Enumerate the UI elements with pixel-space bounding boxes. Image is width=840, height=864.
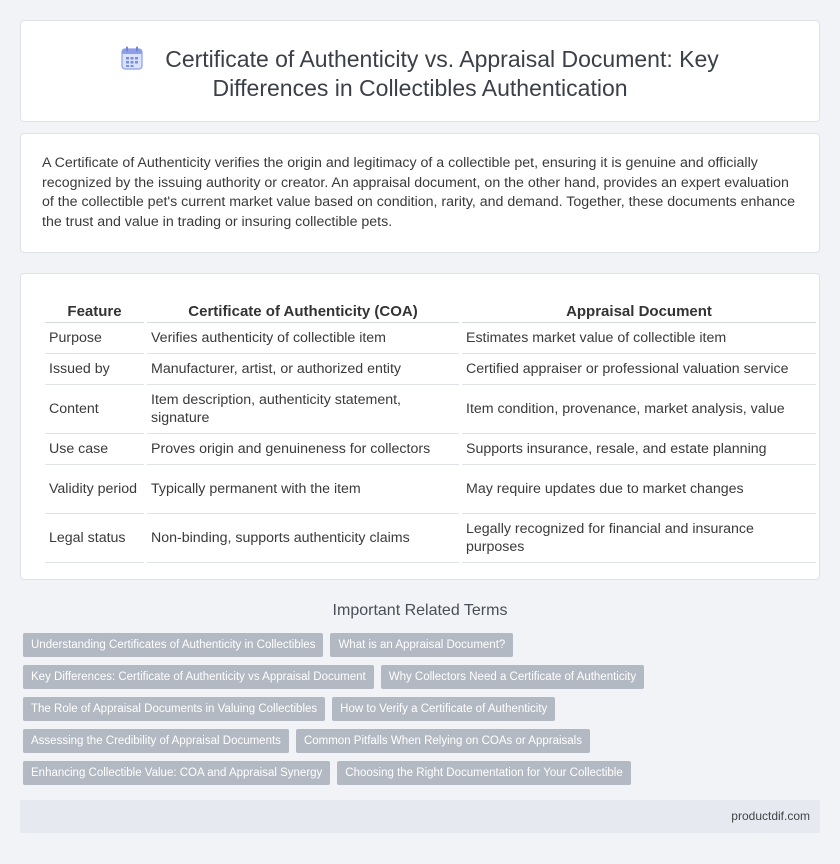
related-tag-link[interactable]: Key Differences: Certificate of Authenticity vs Appraisal Document (23, 665, 374, 689)
cell-feature: Validity period (45, 465, 144, 514)
footer-site-link[interactable]: productdif.com (731, 809, 810, 823)
table-row (45, 465, 816, 514)
cell-feature: Issued by (45, 354, 144, 385)
header-appraisal: Appraisal Document (462, 296, 816, 323)
cell-appraisal: Supports insurance, resale, and estate planning (462, 434, 816, 465)
cell-coa: Non-binding, supports authenticity claims (147, 514, 459, 563)
table-row (45, 354, 816, 385)
cell-coa: Verifies authenticity of collectible item (147, 323, 459, 354)
header-feature: Feature (45, 296, 144, 323)
related-tag-link[interactable]: Why Collectors Need a Certificate of Authenticity (381, 665, 644, 689)
cell-coa: Proves origin and genuineness for collectors (147, 434, 459, 465)
tag-row (23, 633, 723, 657)
calendar-icon (121, 46, 143, 70)
table-row (45, 514, 816, 563)
tag-row (23, 697, 723, 721)
cell-feature: Legal status (45, 514, 144, 563)
related-tag-link[interactable]: How to Verify a Certificate of Authenticity (332, 697, 555, 721)
header-coa: Certificate of Authenticity (COA) (147, 296, 459, 323)
table-row (45, 434, 816, 465)
related-tag-link[interactable]: Enhancing Collectible Value: COA and Appraisal Synergy (23, 761, 330, 785)
footer-bar (20, 800, 820, 833)
related-tag-link[interactable]: What is an Appraisal Document? (330, 633, 513, 657)
cell-coa: Item description, authenticity statement, signature (147, 385, 459, 434)
comparison-card (20, 273, 820, 580)
cell-appraisal: Item condition, provenance, market analysis, value (462, 385, 816, 434)
table-header-row (45, 296, 816, 323)
related-tag-link[interactable]: Understanding Certificates of Authenticity in Collectibles (23, 633, 323, 657)
cell-coa: Manufacturer, artist, or authorized entity (147, 354, 459, 385)
related-terms-heading: Important Related Terms (332, 602, 508, 619)
cell-coa: Typically permanent with the item (147, 465, 459, 514)
page-title (21, 45, 819, 103)
related-tag-link[interactable]: The Role of Appraisal Documents in Valuing Collectibles (23, 697, 325, 721)
related-tag-link[interactable]: Assessing the Credibility of Appraisal Documents (23, 729, 289, 753)
tag-row (23, 729, 723, 753)
tag-row (23, 761, 723, 785)
related-tags (23, 633, 723, 793)
cell-feature: Content (45, 385, 144, 434)
cell-appraisal: Legally recognized for financial and insurance purposes (462, 514, 816, 563)
table-row (45, 323, 816, 354)
intro-paragraph: A Certificate of Authenticity verifies the origin and legitimacy of a collectible pet, ensuring it is genuine and officially recognized by the issuing authority or creator. An appraisal document, on the other hand, provides an expert evaluation of the collectible pet's current market value based on condition, rarity, and demand. Together, these documents enhance the trust and value in trading or insuring collectible pets. (42, 155, 796, 230)
cell-feature: Use case (45, 434, 144, 465)
title-card (20, 20, 820, 122)
related-tag-link[interactable]: Choosing the Right Documentation for Your Collectible (337, 761, 630, 785)
title-line-2: Differences in Collectibles Authentication (212, 75, 628, 101)
cell-appraisal: Certified appraiser or professional valuation service (462, 354, 816, 385)
title-line-1: Certificate of Authenticity vs. Appraisal Document: Key (165, 46, 719, 72)
cell-appraisal: Estimates market value of collectible item (462, 323, 816, 354)
table-row (45, 385, 816, 434)
cell-feature: Purpose (45, 323, 144, 354)
cell-appraisal: May require updates due to market changes (462, 465, 816, 514)
intro-card (20, 133, 820, 253)
comparison-table (42, 296, 819, 563)
tag-row (23, 665, 723, 689)
related-tag-link[interactable]: Common Pitfalls When Relying on COAs or Appraisals (296, 729, 590, 753)
